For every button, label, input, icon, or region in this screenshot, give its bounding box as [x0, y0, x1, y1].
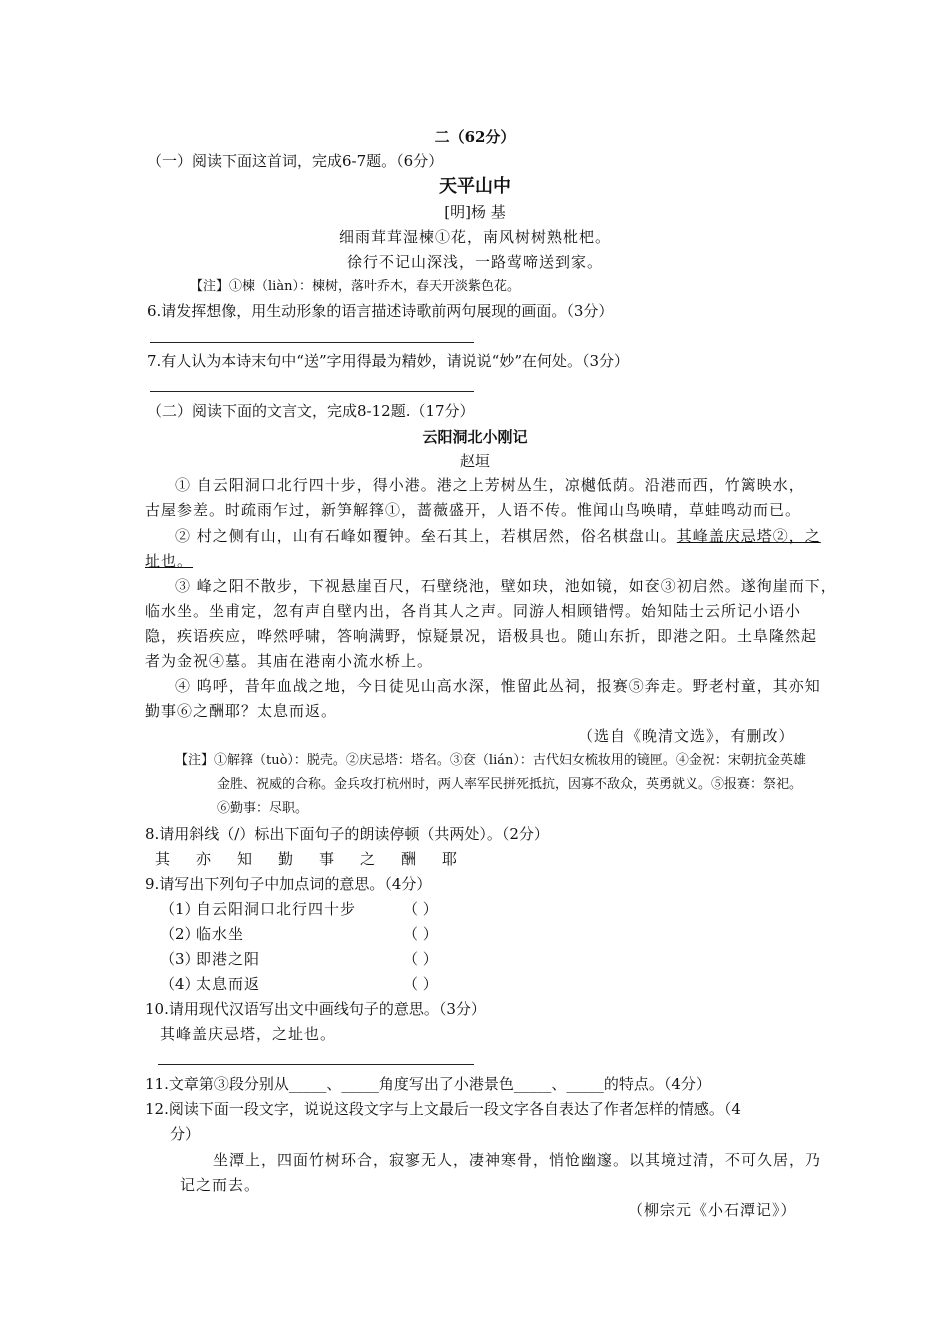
paragraph-2-line-1: [175, 526, 821, 546]
poem-line-1: 细雨茸茸湿楝①花，南风树树熟枇杷。: [338, 228, 611, 246]
q9-item-num-1: （1）: [160, 900, 200, 918]
underlined-sentence-start: 其峰盖庆忌塔②，之: [676, 527, 821, 545]
question-12-cont: 分）: [170, 1125, 201, 1143]
essay-source: （选自《晚清文选》，有删改）: [578, 727, 795, 745]
paragraph-3-line-4: 者为金祝④墓。其庙在港南小流水桥上。: [145, 652, 434, 670]
q9-item-phrase-3: 即港之阳: [196, 950, 261, 968]
q9-answer-4[interactable]: （ ）: [403, 975, 438, 993]
poem-note: 【注】①楝（liàn）：楝树，落叶乔木，春天开淡紫色花。: [190, 279, 520, 294]
part1-intro: （一）阅读下面这首词，完成6-7题。（6分）: [147, 152, 444, 170]
paragraph-2-text: ② 村之侧有山，山有石峰如覆钟。垒石其上，若棋居然，俗名棋盘山。: [175, 527, 677, 545]
essay-note-2: 金胜、祝威的合称。金兵攻打杭州时，两人率军民拼死抵抗，因寡不敌众，英勇就义。⑤报赛：祭祀。: [217, 777, 803, 792]
essay-note-3: ⑥勤事：尽职。: [217, 801, 309, 816]
question-7: 7.有人认为本诗末句中“送”字用得最为精妙，请说说“妙”在何处。（3分）: [147, 352, 630, 370]
essay-note-1: 【注】①解箨（tuò）：脱壳。②庆忌塔：塔名。③奁（lián）：古代妇女梳妆用的镜匣。④金祝：宋朝抗金英雄: [175, 753, 806, 768]
answer-line-6[interactable]: [150, 342, 474, 343]
part2-intro: （二）阅读下面的文言文，完成8-12题.（17分）: [147, 402, 475, 420]
essay-title: 云阳洞北小刚记: [422, 428, 528, 446]
poem-line-2: 徐行不记山深浅，一路莺啼送到家。: [346, 253, 603, 271]
question-6: 6.请发挥想像，用生动形象的语言描述诗歌前两句展现的画面。（3分）: [147, 302, 614, 320]
paragraph-1-line-1: ① 自云阳洞口北行四十步，得小港。港之上芳树丛生，凉樾低荫。沿港而西，竹篱映水，: [175, 476, 805, 494]
q9-item-phrase-2: 临水坐: [196, 925, 245, 943]
question-10: 10.请用现代汉语写出文中画线句子的意思。（3分）: [145, 1000, 486, 1018]
q9-item-phrase-1: 自云阳洞口北行四十步: [196, 900, 357, 918]
q9-answer-3[interactable]: （ ）: [403, 950, 438, 968]
paragraph-3-line-3: 隐，疾语疾应，哗然呼啸，答响满野，惊疑景况，语极具也。随山东折，即港之阳。土阜隆然起: [145, 627, 818, 645]
paragraph-2-line-2: 址也。: [145, 552, 194, 570]
q9-item-num-4: （4）: [160, 975, 200, 993]
poem-author: [明]杨 基: [444, 203, 506, 221]
question-8: 8.请用斜线（/）标出下面句子的朗读停顿（共两处）。（2分）: [145, 825, 549, 843]
q9-answer-1[interactable]: （ ）: [403, 900, 438, 918]
q9-answer-2[interactable]: （ ）: [403, 925, 438, 943]
q9-item-phrase-4: 太息而返: [196, 975, 261, 993]
question-11: 11.文章第③段分别从_____、_____角度写出了小港景色_____、_____的特点。（4分）: [145, 1075, 711, 1093]
section-title: 二（62分）: [434, 128, 516, 146]
q9-item-num-2: （2）: [160, 925, 200, 943]
quote-line-1: 坐潭上，四面竹树环合，寂寥无人，凄神寒骨，悄怆幽邃。以其境过清，不可久居，乃: [213, 1151, 822, 1169]
quote-source: （柳宗元《小石潭记》）: [628, 1201, 797, 1219]
poem-title: 天平山中: [439, 176, 511, 197]
paragraph-4-line-2: 勤事⑥之酬耶？太息而返。: [145, 702, 338, 720]
answer-line-10[interactable]: [158, 1064, 474, 1065]
paragraph-3-line-1: ③ 峰之阳不散步，下视悬崖百尺，石壁绕池，壁如玦，池如镜，如奁③初启然。遂徇崖而下，: [175, 577, 837, 595]
paragraph-3-line-2: 临水坐。坐甫定，忽有声自壁内出，各肖其人之声。同游人相顾错愕。始知陆士云所记小语小: [145, 602, 802, 620]
question-8-sentence[interactable]: 其亦知勤事之酬耶: [155, 850, 484, 868]
q9-item-num-3: （3）: [160, 950, 200, 968]
answer-line-7[interactable]: [150, 391, 474, 392]
question-12: 12.阅读下面一段文字，说说这段文字与上文最后一段文字各自表达了作者怎样的情感。（4: [145, 1100, 741, 1118]
question-9: 9.请写出下列句子中加点词的意思。（4分）: [145, 875, 432, 893]
question-10-sentence: 其峰盖庆忌塔，之址也。: [160, 1025, 337, 1043]
quote-line-2: 记之而去。: [180, 1176, 261, 1194]
paragraph-4-line-1: ④ 呜呼，昔年血战之地，今日徒见山高水深，惟留此丛祠，报赛⑤奔走。野老村童，其亦知: [175, 677, 821, 695]
essay-author: 赵垣: [459, 452, 490, 470]
paragraph-1-line-2: 古屋参差。时疏雨乍过，新笋解箨①，蔷薇盛开，人语不传。惟闻山鸟唤晴，草蛙鸣动而已。: [145, 501, 802, 519]
